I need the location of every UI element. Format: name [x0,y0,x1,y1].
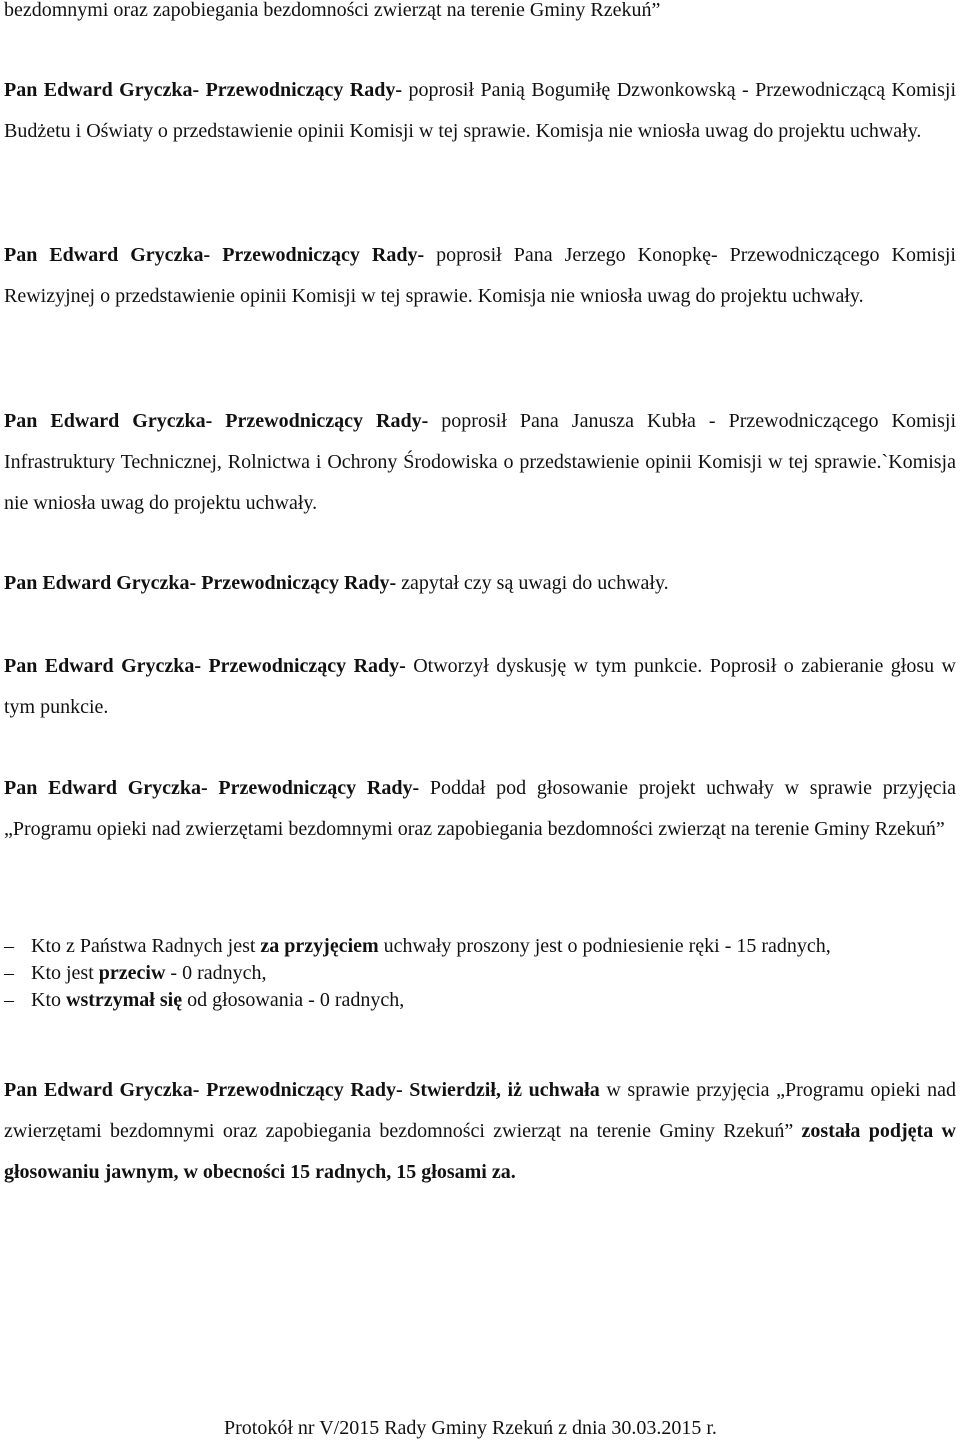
list-dash: – [4,935,14,957]
speaker-label: Pan Edward Gryczka- Przewodniczący Rady- [4,777,420,799]
paragraph-budget-committee [4,70,956,152]
paragraph-remarks-question [4,563,956,604]
list-dash: – [4,989,14,1011]
speaker-label: Pan Edward Gryczka- Przewodniczący Rady- [4,410,429,432]
speaker-label: Pan Edward Gryczka- Przewodniczący Rady- [4,572,397,594]
conclusion-text: w sprawie przyjęcia „Programu opieki nad zwierzętami bezdomnymi oraz zapobiegania bezdomności zwierząt na terenie Gminy Rzekuń” [4,1079,957,1142]
paragraph-text: poprosił Panią Bogumiłę Dzwonkowską - Przewodniczącą Komisji Budżetu i Oświaty o przedstawienie opinii Komisji w tej sprawie. Komisja nie wniosła uwag do projektu uchwały. [4,79,957,142]
paragraph-text: poprosił Pana Janusza Kubła - Przewodniczącego Komisji Infrastruktury Technicznej, Rolnictwa i Ochrony Środowiska o przedstawienie opinii Komisji w tej sprawie.`Komisja nie wniosła uwag do projektu uchwały. [4,410,957,514]
vote-count-text: od głosowania - 0 radnych, [182,989,405,1011]
vote-emphasis: wstrzymał się [66,989,183,1011]
vote-count-text: uchwały proszony jest o podniesienie ręki - 15 radnych, [378,935,831,957]
page-footer: Protokół nr V/2015 Rady Gminy Rzekuń z dnia 30.03.2015 r. [224,1417,717,1439]
vote-for-item [4,933,956,960]
paragraph-text: poprosił Pana Jerzego Konopkę- Przewodniczącego Komisji Rewizyjnej o przedstawienie opinii Komisji w tej sprawie. Komisja nie wniosła uwag do projektu uchwały. [4,244,956,307]
conclusion-result: została podjęta w głosowaniu jawnym, w obecności 15 radnych, 15 głosami za. [4,1120,956,1183]
paragraph-text: zapytał czy są uwagi do uchwały. [396,572,669,594]
vote-emphasis: przeciw [98,962,166,984]
paragraph-text: Poddał pod głosowanie projekt uchwały w sprawie przyjęcia „Programu opieki nad zwierzętami bezdomnymi oraz zapobiegania bezdomności zwierząt na terenie Gminy Rzekuń” [4,777,956,840]
paragraph-vote-call [4,768,956,850]
conclusion-speaker: Pan Edward Gryczka- Przewodniczący Rady- Stwierdził, iż uchwała [4,1079,600,1101]
vote-abstain-item [4,987,956,1014]
speaker-label: Pan Edward Gryczka- Przewodniczący Rady- [4,655,406,677]
vote-against-item [4,960,956,987]
vote-emphasis: za przyjęciem [260,935,379,957]
paragraph-infrastructure-committee [4,401,956,524]
vote-text: Kto jest [31,962,99,984]
speaker-label: Pan Edward Gryczka- Przewodniczący Rady- [4,79,403,101]
previous-page-continuation: bezdomnymi oraz zapobiegania bezdomności zwierząt na terenie Gminy Rzekuń” [4,0,661,21]
paragraph-text: Otworzył dyskusję w tym punkcie. Poprosił o zabieranie głosu w tym punkcie. [4,655,956,718]
vote-count-text: - 0 radnych, [165,962,267,984]
paragraph-conclusion [4,1070,956,1193]
vote-text: Kto z Państwa Radnych jest [31,935,261,957]
paragraph-discussion [4,646,956,728]
paragraph-audit-committee [4,235,956,317]
list-dash: – [4,962,14,984]
vote-text: Kto [31,989,66,1011]
speaker-label: Pan Edward Gryczka- Przewodniczący Rady- [4,244,425,266]
vote-results-list [4,933,956,1014]
